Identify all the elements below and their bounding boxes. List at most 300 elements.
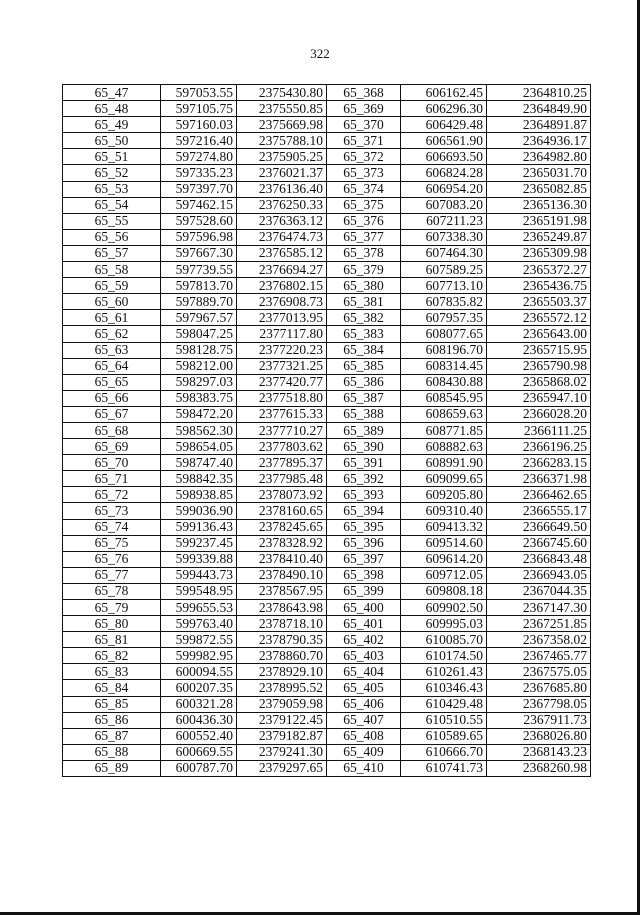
point-id-left-cell: 65_86 — [63, 712, 161, 728]
y-coordinate-right-cell: 2366028.20 — [487, 406, 591, 422]
y-coordinate-right-cell: 2366462.65 — [487, 487, 591, 503]
point-id-left-cell: 65_76 — [63, 551, 161, 567]
x-coordinate-right-cell: 610174.50 — [401, 648, 487, 664]
x-coordinate-right-cell: 608882.63 — [401, 439, 487, 455]
point-id-right-cell: 65_381 — [327, 294, 401, 310]
y-coordinate-right-cell: 2365031.70 — [487, 165, 591, 181]
table-row — [63, 165, 591, 181]
x-coordinate-left-cell: 597335.23 — [161, 165, 237, 181]
y-coordinate-left-cell: 2378245.65 — [237, 519, 327, 535]
y-coordinate-right-cell: 2365790.98 — [487, 358, 591, 374]
point-id-left-cell: 65_83 — [63, 664, 161, 680]
point-id-left-cell: 65_63 — [63, 342, 161, 358]
point-id-left-cell: 65_54 — [63, 197, 161, 213]
y-coordinate-left-cell: 2379182.87 — [237, 728, 327, 744]
x-coordinate-right-cell: 607211.23 — [401, 213, 487, 229]
point-id-left-cell: 65_89 — [63, 760, 161, 776]
point-id-right-cell: 65_374 — [327, 181, 401, 197]
table-row — [63, 310, 591, 326]
point-id-left-cell: 65_57 — [63, 245, 161, 261]
x-coordinate-left-cell: 597397.70 — [161, 181, 237, 197]
y-coordinate-right-cell: 2368260.98 — [487, 760, 591, 776]
y-coordinate-left-cell: 2377117.80 — [237, 326, 327, 342]
table-row — [63, 519, 591, 535]
table-row — [63, 664, 591, 680]
y-coordinate-right-cell: 2366196.25 — [487, 439, 591, 455]
point-id-left-cell: 65_78 — [63, 583, 161, 599]
x-coordinate-left-cell: 598842.35 — [161, 471, 237, 487]
table-row — [63, 197, 591, 213]
point-id-right-cell: 65_392 — [327, 471, 401, 487]
x-coordinate-left-cell: 599982.95 — [161, 648, 237, 664]
table-row — [63, 245, 591, 261]
y-coordinate-left-cell: 2377710.27 — [237, 422, 327, 438]
x-coordinate-right-cell: 607835.82 — [401, 294, 487, 310]
point-id-left-cell: 65_56 — [63, 229, 161, 245]
point-id-right-cell: 65_387 — [327, 390, 401, 406]
point-id-left-cell: 65_47 — [63, 85, 161, 101]
x-coordinate-left-cell: 600436.30 — [161, 712, 237, 728]
y-coordinate-left-cell: 2379122.45 — [237, 712, 327, 728]
table-row — [63, 181, 591, 197]
y-coordinate-left-cell: 2378718.10 — [237, 616, 327, 632]
y-coordinate-right-cell: 2366745.60 — [487, 535, 591, 551]
y-coordinate-right-cell: 2365249.87 — [487, 229, 591, 245]
x-coordinate-right-cell: 608430.88 — [401, 374, 487, 390]
table-row — [63, 616, 591, 632]
x-coordinate-left-cell: 600207.35 — [161, 680, 237, 696]
x-coordinate-right-cell: 609413.32 — [401, 519, 487, 535]
x-coordinate-left-cell: 598562.30 — [161, 422, 237, 438]
x-coordinate-left-cell: 599237.45 — [161, 535, 237, 551]
table-row — [63, 374, 591, 390]
point-id-right-cell: 65_394 — [327, 503, 401, 519]
table-row — [63, 278, 591, 294]
table-row — [63, 406, 591, 422]
y-coordinate-right-cell: 2365436.75 — [487, 278, 591, 294]
x-coordinate-left-cell: 600669.55 — [161, 744, 237, 760]
x-coordinate-left-cell: 599136.43 — [161, 519, 237, 535]
point-id-left-cell: 65_70 — [63, 455, 161, 471]
x-coordinate-left-cell: 598128.75 — [161, 342, 237, 358]
x-coordinate-left-cell: 597667.30 — [161, 245, 237, 261]
y-coordinate-right-cell: 2367358.02 — [487, 632, 591, 648]
point-id-right-cell: 65_384 — [327, 342, 401, 358]
x-coordinate-right-cell: 608771.85 — [401, 422, 487, 438]
x-coordinate-right-cell: 609514.60 — [401, 535, 487, 551]
y-coordinate-right-cell: 2364891.87 — [487, 117, 591, 133]
y-coordinate-right-cell: 2365136.30 — [487, 197, 591, 213]
point-id-left-cell: 65_61 — [63, 310, 161, 326]
point-id-right-cell: 65_405 — [327, 680, 401, 696]
table-row — [63, 133, 591, 149]
point-id-left-cell: 65_66 — [63, 390, 161, 406]
table-row — [63, 648, 591, 664]
x-coordinate-left-cell: 598938.85 — [161, 487, 237, 503]
point-id-right-cell: 65_368 — [327, 85, 401, 101]
x-coordinate-left-cell: 600094.55 — [161, 664, 237, 680]
y-coordinate-left-cell: 2376363.12 — [237, 213, 327, 229]
y-coordinate-left-cell: 2376694.27 — [237, 262, 327, 278]
y-coordinate-left-cell: 2379297.65 — [237, 760, 327, 776]
y-coordinate-right-cell: 2367798.05 — [487, 696, 591, 712]
table-row — [63, 583, 591, 599]
point-id-left-cell: 65_87 — [63, 728, 161, 744]
y-coordinate-left-cell: 2377013.95 — [237, 310, 327, 326]
x-coordinate-right-cell: 609205.80 — [401, 487, 487, 503]
y-coordinate-right-cell: 2365643.00 — [487, 326, 591, 342]
x-coordinate-right-cell: 607589.25 — [401, 262, 487, 278]
x-coordinate-left-cell: 597528.60 — [161, 213, 237, 229]
x-coordinate-left-cell: 597813.70 — [161, 278, 237, 294]
y-coordinate-left-cell: 2376908.73 — [237, 294, 327, 310]
point-id-left-cell: 65_60 — [63, 294, 161, 310]
y-coordinate-left-cell: 2378567.95 — [237, 583, 327, 599]
x-coordinate-right-cell: 606561.90 — [401, 133, 487, 149]
x-coordinate-left-cell: 599036.90 — [161, 503, 237, 519]
table-row — [63, 85, 591, 101]
table-row — [63, 439, 591, 455]
y-coordinate-right-cell: 2366943.05 — [487, 567, 591, 583]
y-coordinate-left-cell: 2376474.73 — [237, 229, 327, 245]
point-id-right-cell: 65_397 — [327, 551, 401, 567]
point-id-left-cell: 65_73 — [63, 503, 161, 519]
point-id-left-cell: 65_81 — [63, 632, 161, 648]
table-row — [63, 358, 591, 374]
x-coordinate-right-cell: 609310.40 — [401, 503, 487, 519]
x-coordinate-left-cell: 598747.40 — [161, 455, 237, 471]
x-coordinate-right-cell: 610510.55 — [401, 712, 487, 728]
x-coordinate-right-cell: 610429.48 — [401, 696, 487, 712]
y-coordinate-right-cell: 2364982.80 — [487, 149, 591, 165]
x-coordinate-left-cell: 598212.00 — [161, 358, 237, 374]
table-row — [63, 760, 591, 776]
y-coordinate-left-cell: 2378790.35 — [237, 632, 327, 648]
point-id-right-cell: 65_391 — [327, 455, 401, 471]
y-coordinate-right-cell: 2366371.98 — [487, 471, 591, 487]
point-id-right-cell: 65_385 — [327, 358, 401, 374]
y-coordinate-left-cell: 2377615.33 — [237, 406, 327, 422]
point-id-right-cell: 65_398 — [327, 567, 401, 583]
y-coordinate-right-cell: 2368143.23 — [487, 744, 591, 760]
y-coordinate-right-cell: 2365191.98 — [487, 213, 591, 229]
y-coordinate-left-cell: 2378410.40 — [237, 551, 327, 567]
table-row — [63, 535, 591, 551]
point-id-right-cell: 65_369 — [327, 101, 401, 117]
y-coordinate-left-cell: 2378328.92 — [237, 535, 327, 551]
point-id-right-cell: 65_410 — [327, 760, 401, 776]
y-coordinate-right-cell: 2365868.02 — [487, 374, 591, 390]
point-id-right-cell: 65_408 — [327, 728, 401, 744]
x-coordinate-right-cell: 610261.43 — [401, 664, 487, 680]
y-coordinate-left-cell: 2378860.70 — [237, 648, 327, 664]
x-coordinate-right-cell: 606824.28 — [401, 165, 487, 181]
table-row — [63, 149, 591, 165]
x-coordinate-left-cell: 600787.70 — [161, 760, 237, 776]
point-id-left-cell: 65_79 — [63, 600, 161, 616]
y-coordinate-left-cell: 2377985.48 — [237, 471, 327, 487]
point-id-right-cell: 65_378 — [327, 245, 401, 261]
point-id-right-cell: 65_404 — [327, 664, 401, 680]
table-row — [63, 567, 591, 583]
point-id-right-cell: 65_377 — [327, 229, 401, 245]
x-coordinate-right-cell: 610741.73 — [401, 760, 487, 776]
y-coordinate-right-cell: 2367685.80 — [487, 680, 591, 696]
table-row — [63, 326, 591, 342]
table-row — [63, 213, 591, 229]
point-id-left-cell: 65_77 — [63, 567, 161, 583]
table-row — [63, 696, 591, 712]
y-coordinate-right-cell: 2367044.35 — [487, 583, 591, 599]
point-id-left-cell: 65_84 — [63, 680, 161, 696]
x-coordinate-left-cell: 599763.40 — [161, 616, 237, 632]
table-row — [63, 342, 591, 358]
point-id-left-cell: 65_85 — [63, 696, 161, 712]
table-row — [63, 455, 591, 471]
x-coordinate-right-cell: 609808.18 — [401, 583, 487, 599]
point-id-right-cell: 65_382 — [327, 310, 401, 326]
point-id-right-cell: 65_386 — [327, 374, 401, 390]
point-id-left-cell: 65_49 — [63, 117, 161, 133]
table-row — [63, 101, 591, 117]
x-coordinate-right-cell: 608077.65 — [401, 326, 487, 342]
point-id-left-cell: 65_55 — [63, 213, 161, 229]
point-id-right-cell: 65_388 — [327, 406, 401, 422]
y-coordinate-right-cell: 2364936.17 — [487, 133, 591, 149]
y-coordinate-right-cell: 2367251.85 — [487, 616, 591, 632]
point-id-right-cell: 65_372 — [327, 149, 401, 165]
y-coordinate-left-cell: 2375550.85 — [237, 101, 327, 117]
point-id-right-cell: 65_376 — [327, 213, 401, 229]
y-coordinate-right-cell: 2367147.30 — [487, 600, 591, 616]
x-coordinate-right-cell: 608314.45 — [401, 358, 487, 374]
y-coordinate-right-cell: 2366843.48 — [487, 551, 591, 567]
x-coordinate-left-cell: 597160.03 — [161, 117, 237, 133]
y-coordinate-left-cell: 2376021.37 — [237, 165, 327, 181]
table-row — [63, 680, 591, 696]
point-id-right-cell: 65_403 — [327, 648, 401, 664]
y-coordinate-left-cell: 2376802.15 — [237, 278, 327, 294]
y-coordinate-left-cell: 2378490.10 — [237, 567, 327, 583]
y-coordinate-right-cell: 2368026.80 — [487, 728, 591, 744]
x-coordinate-left-cell: 597462.15 — [161, 197, 237, 213]
x-coordinate-left-cell: 599655.53 — [161, 600, 237, 616]
x-coordinate-left-cell: 597596.98 — [161, 229, 237, 245]
point-id-right-cell: 65_401 — [327, 616, 401, 632]
x-coordinate-left-cell: 598297.03 — [161, 374, 237, 390]
table-row — [63, 294, 591, 310]
point-id-right-cell: 65_406 — [327, 696, 401, 712]
y-coordinate-left-cell: 2376250.33 — [237, 197, 327, 213]
point-id-right-cell: 65_373 — [327, 165, 401, 181]
point-id-right-cell: 65_389 — [327, 422, 401, 438]
y-coordinate-left-cell: 2375669.98 — [237, 117, 327, 133]
point-id-left-cell: 65_80 — [63, 616, 161, 632]
x-coordinate-right-cell: 606162.45 — [401, 85, 487, 101]
x-coordinate-right-cell: 609614.20 — [401, 551, 487, 567]
table-row — [63, 503, 591, 519]
point-id-left-cell: 65_62 — [63, 326, 161, 342]
x-coordinate-left-cell: 597105.75 — [161, 101, 237, 117]
x-coordinate-left-cell: 597967.57 — [161, 310, 237, 326]
x-coordinate-right-cell: 607957.35 — [401, 310, 487, 326]
x-coordinate-left-cell: 597274.80 — [161, 149, 237, 165]
table-row — [63, 471, 591, 487]
table-row — [63, 551, 591, 567]
point-id-right-cell: 65_402 — [327, 632, 401, 648]
y-coordinate-right-cell: 2365503.37 — [487, 294, 591, 310]
y-coordinate-right-cell: 2365572.12 — [487, 310, 591, 326]
x-coordinate-left-cell: 598654.05 — [161, 439, 237, 455]
coordinates-table-body — [63, 85, 591, 777]
point-id-right-cell: 65_371 — [327, 133, 401, 149]
y-coordinate-right-cell: 2367465.77 — [487, 648, 591, 664]
point-id-left-cell: 65_51 — [63, 149, 161, 165]
table-row — [63, 390, 591, 406]
table-row — [63, 600, 591, 616]
x-coordinate-right-cell: 609995.03 — [401, 616, 487, 632]
point-id-right-cell: 65_379 — [327, 262, 401, 278]
x-coordinate-right-cell: 607338.30 — [401, 229, 487, 245]
point-id-right-cell: 65_395 — [327, 519, 401, 535]
y-coordinate-left-cell: 2377420.77 — [237, 374, 327, 390]
y-coordinate-right-cell: 2366555.17 — [487, 503, 591, 519]
x-coordinate-right-cell: 607464.30 — [401, 245, 487, 261]
table-row — [63, 422, 591, 438]
point-id-left-cell: 65_72 — [63, 487, 161, 503]
x-coordinate-right-cell: 606296.30 — [401, 101, 487, 117]
point-id-right-cell: 65_400 — [327, 600, 401, 616]
y-coordinate-right-cell: 2367575.05 — [487, 664, 591, 680]
x-coordinate-left-cell: 599339.88 — [161, 551, 237, 567]
y-coordinate-left-cell: 2379059.98 — [237, 696, 327, 712]
y-coordinate-right-cell: 2367911.73 — [487, 712, 591, 728]
x-coordinate-right-cell: 606693.50 — [401, 149, 487, 165]
x-coordinate-left-cell: 598383.75 — [161, 390, 237, 406]
x-coordinate-right-cell: 609712.05 — [401, 567, 487, 583]
y-coordinate-left-cell: 2376585.12 — [237, 245, 327, 261]
y-coordinate-left-cell: 2379241.30 — [237, 744, 327, 760]
point-id-right-cell: 65_380 — [327, 278, 401, 294]
point-id-right-cell: 65_409 — [327, 744, 401, 760]
point-id-left-cell: 65_59 — [63, 278, 161, 294]
y-coordinate-right-cell: 2366649.50 — [487, 519, 591, 535]
x-coordinate-left-cell: 599872.55 — [161, 632, 237, 648]
point-id-left-cell: 65_69 — [63, 439, 161, 455]
x-coordinate-left-cell: 599548.95 — [161, 583, 237, 599]
point-id-right-cell: 65_383 — [327, 326, 401, 342]
x-coordinate-left-cell: 600321.28 — [161, 696, 237, 712]
y-coordinate-right-cell: 2365372.27 — [487, 262, 591, 278]
x-coordinate-right-cell: 606954.20 — [401, 181, 487, 197]
x-coordinate-left-cell: 598472.20 — [161, 406, 237, 422]
table-row — [63, 632, 591, 648]
x-coordinate-left-cell: 599443.73 — [161, 567, 237, 583]
x-coordinate-left-cell: 597889.70 — [161, 294, 237, 310]
x-coordinate-right-cell: 607713.10 — [401, 278, 487, 294]
x-coordinate-right-cell: 607083.20 — [401, 197, 487, 213]
y-coordinate-right-cell: 2366283.15 — [487, 455, 591, 471]
point-id-left-cell: 65_74 — [63, 519, 161, 535]
x-coordinate-left-cell: 600552.40 — [161, 728, 237, 744]
x-coordinate-right-cell: 608545.95 — [401, 390, 487, 406]
point-id-right-cell: 65_390 — [327, 439, 401, 455]
point-id-left-cell: 65_52 — [63, 165, 161, 181]
point-id-left-cell: 65_64 — [63, 358, 161, 374]
point-id-left-cell: 65_68 — [63, 422, 161, 438]
table-row — [63, 229, 591, 245]
point-id-left-cell: 65_65 — [63, 374, 161, 390]
table-row — [63, 744, 591, 760]
x-coordinate-right-cell: 610346.43 — [401, 680, 487, 696]
y-coordinate-right-cell: 2365715.95 — [487, 342, 591, 358]
y-coordinate-left-cell: 2378995.52 — [237, 680, 327, 696]
x-coordinate-right-cell: 608991.90 — [401, 455, 487, 471]
y-coordinate-left-cell: 2378160.65 — [237, 503, 327, 519]
y-coordinate-left-cell: 2375788.10 — [237, 133, 327, 149]
y-coordinate-right-cell: 2366111.25 — [487, 422, 591, 438]
y-coordinate-left-cell: 2376136.40 — [237, 181, 327, 197]
point-id-left-cell: 65_67 — [63, 406, 161, 422]
y-coordinate-left-cell: 2377518.80 — [237, 390, 327, 406]
point-id-right-cell: 65_370 — [327, 117, 401, 133]
x-coordinate-left-cell: 598047.25 — [161, 326, 237, 342]
x-coordinate-left-cell: 597739.55 — [161, 262, 237, 278]
x-coordinate-right-cell: 606429.48 — [401, 117, 487, 133]
x-coordinate-right-cell: 609902.50 — [401, 600, 487, 616]
y-coordinate-left-cell: 2377220.23 — [237, 342, 327, 358]
x-coordinate-right-cell: 610589.65 — [401, 728, 487, 744]
point-id-left-cell: 65_48 — [63, 101, 161, 117]
x-coordinate-right-cell: 610666.70 — [401, 744, 487, 760]
x-coordinate-right-cell: 609099.65 — [401, 471, 487, 487]
y-coordinate-right-cell: 2365947.10 — [487, 390, 591, 406]
point-id-left-cell: 65_75 — [63, 535, 161, 551]
point-id-right-cell: 65_393 — [327, 487, 401, 503]
table-row — [63, 487, 591, 503]
table-row — [63, 262, 591, 278]
y-coordinate-left-cell: 2378073.92 — [237, 487, 327, 503]
point-id-left-cell: 65_71 — [63, 471, 161, 487]
y-coordinate-right-cell: 2364849.90 — [487, 101, 591, 117]
point-id-left-cell: 65_88 — [63, 744, 161, 760]
y-coordinate-left-cell: 2375430.80 — [237, 85, 327, 101]
point-id-right-cell: 65_396 — [327, 535, 401, 551]
point-id-left-cell: 65_82 — [63, 648, 161, 664]
point-id-right-cell: 65_407 — [327, 712, 401, 728]
x-coordinate-right-cell: 610085.70 — [401, 632, 487, 648]
point-id-left-cell: 65_58 — [63, 262, 161, 278]
y-coordinate-left-cell: 2378643.98 — [237, 600, 327, 616]
x-coordinate-right-cell: 608659.63 — [401, 406, 487, 422]
point-id-right-cell: 65_399 — [327, 583, 401, 599]
point-id-left-cell: 65_53 — [63, 181, 161, 197]
x-coordinate-left-cell: 597216.40 — [161, 133, 237, 149]
coordinates-table — [62, 84, 591, 777]
y-coordinate-right-cell: 2365082.85 — [487, 181, 591, 197]
point-id-left-cell: 65_50 — [63, 133, 161, 149]
table-row — [63, 712, 591, 728]
x-coordinate-right-cell: 608196.70 — [401, 342, 487, 358]
page-number: 322 — [310, 46, 330, 61]
table-row — [63, 117, 591, 133]
y-coordinate-right-cell: 2364810.25 — [487, 85, 591, 101]
y-coordinate-left-cell: 2377321.25 — [237, 358, 327, 374]
x-coordinate-left-cell: 597053.55 — [161, 85, 237, 101]
y-coordinate-left-cell: 2375905.25 — [237, 149, 327, 165]
table-row — [63, 728, 591, 744]
y-coordinate-left-cell: 2378929.10 — [237, 664, 327, 680]
